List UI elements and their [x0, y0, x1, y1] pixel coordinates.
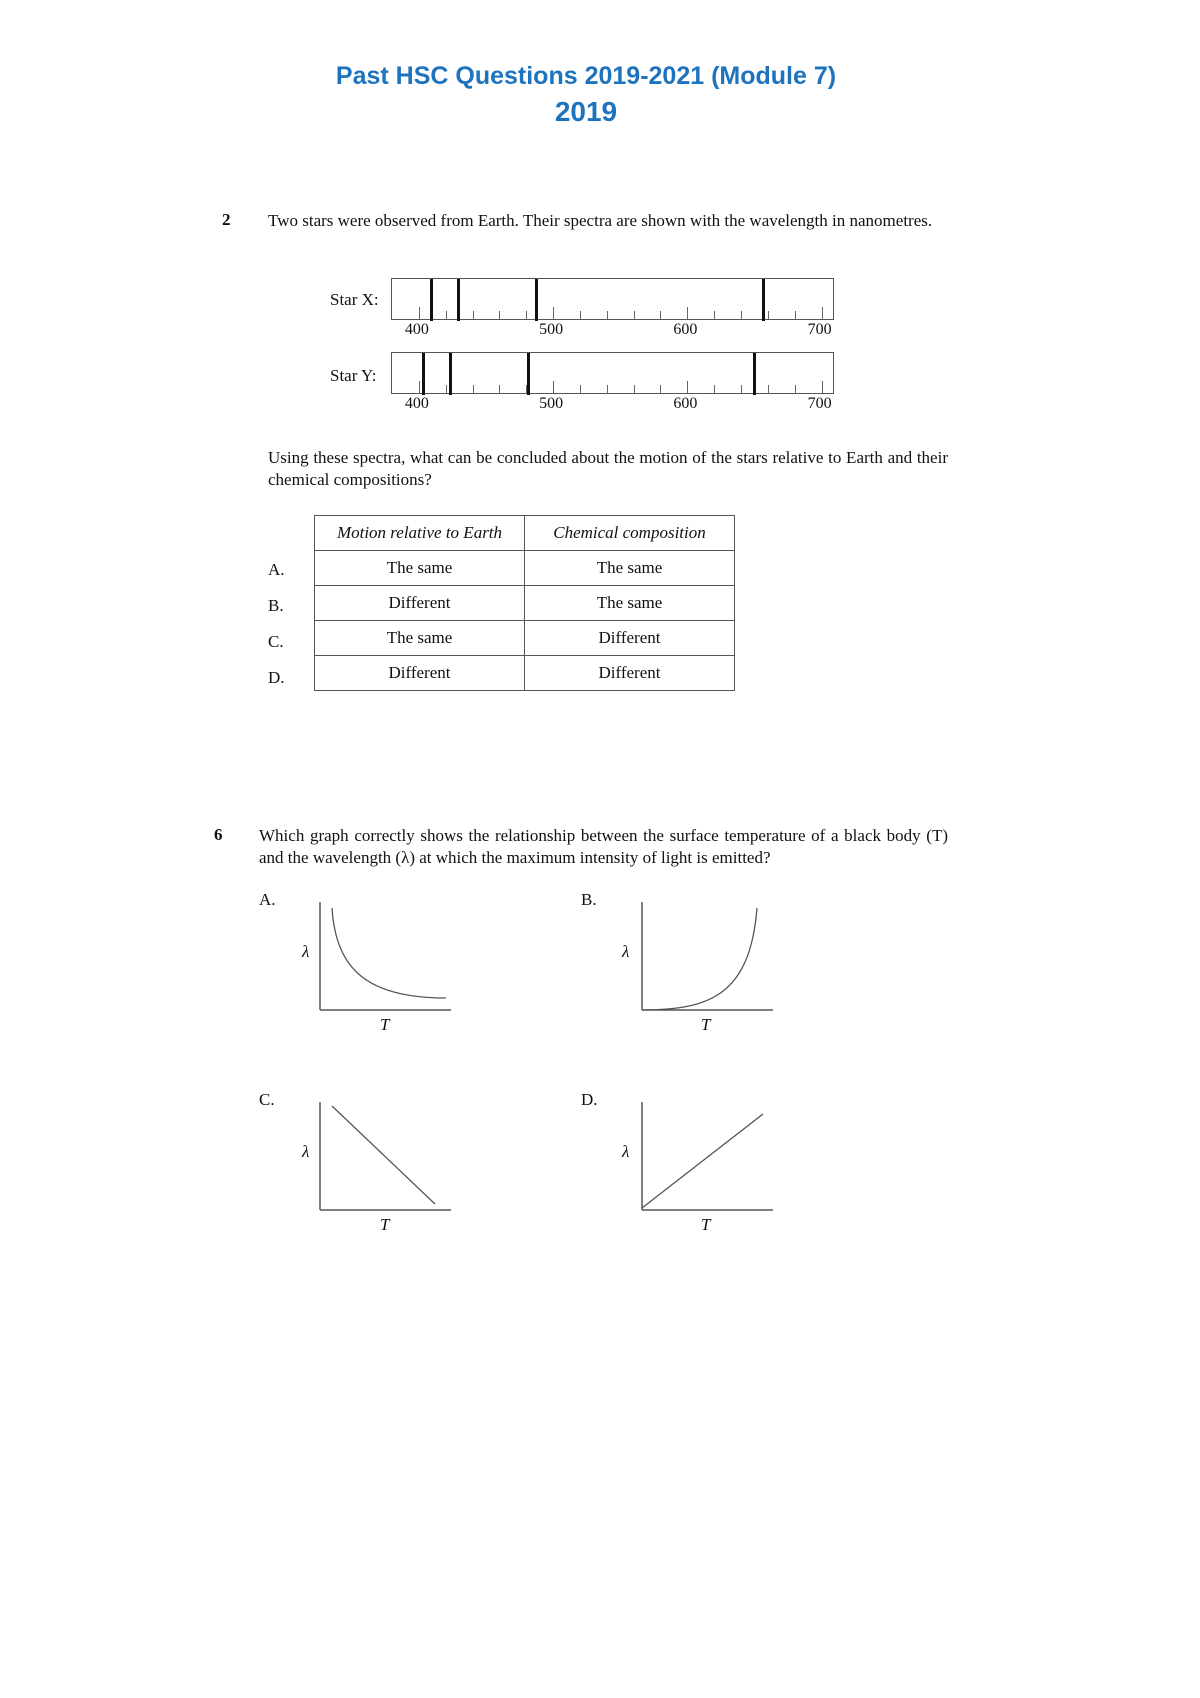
graph-b-y-label: λ	[622, 942, 630, 961]
star-x-minor-tick	[822, 307, 823, 319]
star-x-tick-label: 700	[807, 321, 832, 338]
star-y-minor-tick	[499, 385, 500, 393]
table-row	[315, 621, 735, 656]
graph-c	[318, 1100, 453, 1212]
question-6-number: 6	[214, 825, 223, 844]
star-x-minor-tick	[526, 311, 527, 319]
graph-a-letter: A.	[259, 890, 276, 909]
graph-d	[640, 1100, 775, 1212]
star-y-spectral-line	[527, 353, 530, 395]
star-y-tick-label: 600	[673, 395, 698, 412]
option-b-motion: Different	[315, 586, 525, 621]
star-y-minor-tick	[741, 385, 742, 393]
option-d-motion: Different	[315, 656, 525, 691]
table-row	[315, 551, 735, 586]
star-x-minor-tick	[795, 311, 796, 319]
column-header-composition: Chemical composition	[525, 516, 735, 551]
graph-c-letter: C.	[259, 1090, 275, 1109]
star-x-spectral-line	[762, 279, 765, 321]
star-y-spectral-line	[422, 353, 425, 395]
option-b-letter: B.	[268, 596, 284, 615]
question-2-number: 2	[222, 210, 231, 229]
star-x-spectrum	[391, 278, 834, 320]
graph-a-x-label: T	[380, 1015, 390, 1034]
graph-d-line	[642, 1114, 763, 1208]
star-x-minor-tick	[419, 307, 420, 319]
star-y-minor-tick	[607, 385, 608, 393]
graph-b-x-label: T	[701, 1015, 711, 1034]
star-x-spectral-line	[430, 279, 433, 321]
graph-d-y-label: λ	[622, 1142, 630, 1161]
star-x-minor-tick	[634, 311, 635, 319]
option-d-composition: Different	[525, 656, 735, 691]
star-y-spectral-line	[753, 353, 756, 395]
option-c-letter: C.	[268, 632, 284, 651]
option-a-motion: The same	[315, 551, 525, 586]
graph-d-x-label: T	[701, 1215, 711, 1234]
star-x-minor-tick	[660, 311, 661, 319]
star-y-minor-tick	[822, 381, 823, 393]
star-x-spectral-line	[535, 279, 538, 321]
star-x-minor-tick	[687, 307, 688, 319]
graph-c-y-label: λ	[302, 1142, 310, 1161]
graph-a-curve	[332, 908, 446, 998]
star-y-minor-tick	[795, 385, 796, 393]
star-y-minor-tick	[660, 385, 661, 393]
star-y-minor-tick	[687, 381, 688, 393]
star-y-tick-label: 500	[539, 395, 564, 412]
star-y-spectral-line	[449, 353, 452, 395]
question-2-text: Two stars were observed from Earth. Their spectra are shown with the wavelength in nanometres.	[268, 211, 933, 230]
star-x-minor-tick	[553, 307, 554, 319]
star-x-tick-label: 400	[404, 321, 429, 338]
option-c-motion: The same	[315, 621, 525, 656]
table-row	[315, 586, 735, 621]
star-y-minor-tick	[580, 385, 581, 393]
graph-b-letter: B.	[581, 890, 597, 909]
star-y-minor-tick	[634, 385, 635, 393]
graph-a	[318, 900, 453, 1012]
star-y-tick-label: 700	[807, 395, 832, 412]
star-y-spectrum	[391, 352, 834, 394]
page-subtitle-year: 2019	[554, 96, 618, 127]
column-header-motion: Motion relative to Earth	[315, 516, 525, 551]
answer-table	[314, 515, 735, 691]
star-x-minor-tick	[768, 311, 769, 319]
option-c-composition: Different	[525, 621, 735, 656]
graph-b-curve	[642, 908, 757, 1010]
star-y-minor-tick	[419, 381, 420, 393]
star-x-label: Star X:	[330, 290, 379, 309]
star-x-minor-tick	[741, 311, 742, 319]
star-x-minor-tick	[714, 311, 715, 319]
star-x-minor-tick	[473, 311, 474, 319]
star-y-minor-tick	[714, 385, 715, 393]
option-a-letter: A.	[268, 560, 285, 579]
star-y-minor-tick	[768, 385, 769, 393]
graph-c-x-label: T	[380, 1215, 390, 1234]
star-x-minor-tick	[580, 311, 581, 319]
star-x-minor-tick	[607, 311, 608, 319]
star-y-minor-tick	[553, 381, 554, 393]
star-y-minor-tick	[446, 385, 447, 393]
option-d-letter: D.	[268, 668, 285, 687]
graph-a-y-label: λ	[302, 942, 310, 961]
table-row	[315, 656, 735, 691]
star-x-minor-tick	[446, 311, 447, 319]
star-y-label: Star Y:	[330, 366, 377, 385]
star-x-tick-label: 600	[673, 321, 698, 338]
star-x-minor-tick	[499, 311, 500, 319]
graph-c-line	[332, 1106, 435, 1204]
option-b-composition: The same	[525, 586, 735, 621]
question-2-prompt: Using these spectra, what can be concluded about the motion of the stars relative to Earth and their chemical compositions?	[268, 448, 948, 489]
star-y-minor-tick	[473, 385, 474, 393]
graph-b	[640, 900, 775, 1012]
graph-d-letter: D.	[581, 1090, 598, 1109]
option-a-composition: The same	[525, 551, 735, 586]
star-x-spectral-line	[457, 279, 460, 321]
star-y-tick-label: 400	[404, 395, 429, 412]
page-title: Past HSC Questions 2019-2021 (Module 7)	[335, 62, 837, 90]
question-6-text: Which graph correctly shows the relationship between the surface temperature of a black body (T) and the wavelength (λ) at which the maximum intensity of light is emitted?	[259, 826, 948, 867]
star-x-tick-label: 500	[539, 321, 564, 338]
